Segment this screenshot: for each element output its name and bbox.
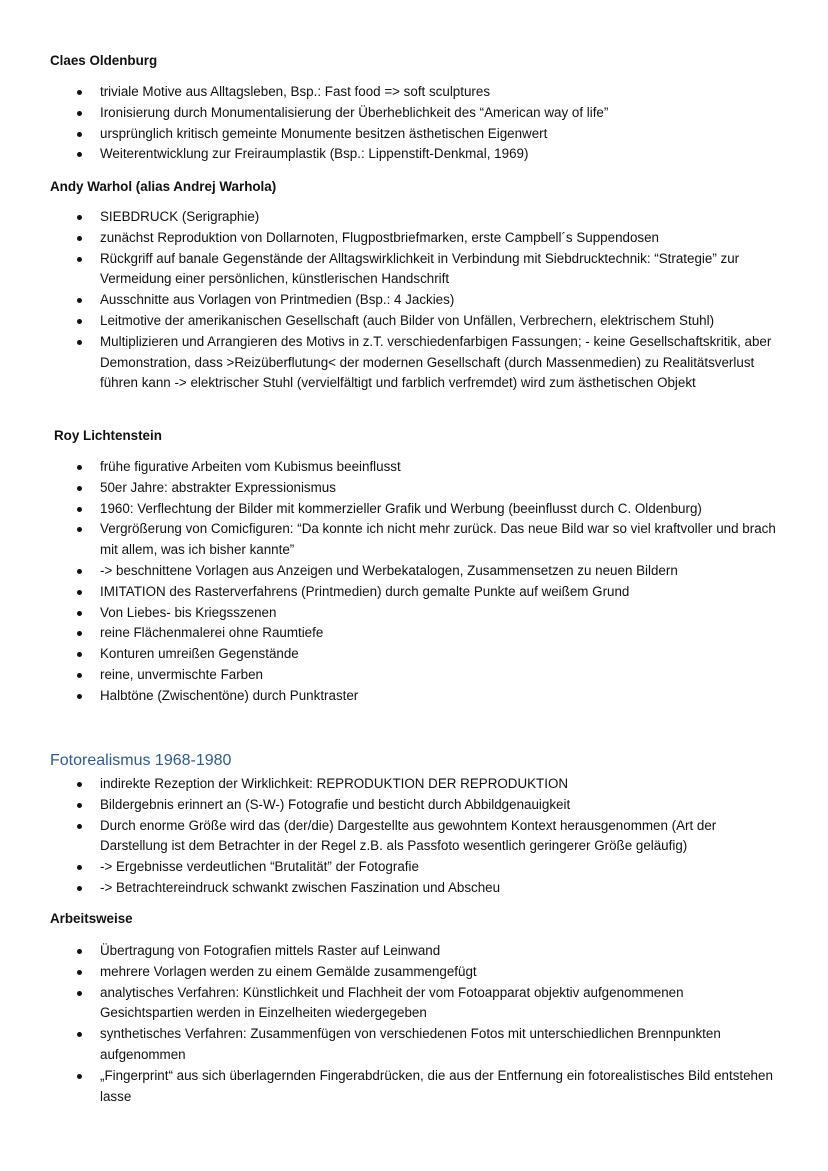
list-item: Von Liebes- bis Kriegsszenen <box>0 603 780 624</box>
bullet-icon <box>77 111 82 116</box>
list-item: -> Betrachtereindruck schwankt zwischen Faszination und Abscheu <box>0 878 780 899</box>
bullet-icon <box>77 319 82 324</box>
bullet-icon <box>77 507 82 512</box>
bullet-icon <box>77 590 82 595</box>
list-item: -> beschnittene Vorlagen aus Anzeigen und Werbekatalogen, Zusammensetzen zu neuen Bildern <box>0 561 780 582</box>
heading-arbeitsweise: Arbeitsweise <box>50 911 133 926</box>
bullet-icon <box>77 90 82 95</box>
bullet-icon <box>77 152 82 157</box>
bullet-icon <box>77 1032 82 1037</box>
bullet-icon <box>77 465 82 470</box>
list-item: ursprünglich kritisch gemeinte Monumente besitzen ästhetischen Eigenwert <box>0 124 780 145</box>
list-item: Vergrößerung von Comicfiguren: “Da konnte ich nicht mehr zurück. Das neue Bild war so viel kraftvoller und brach mit allem, was ich bisher kannte” <box>0 519 780 561</box>
list-arbeitsweise <box>0 941 828 1107</box>
heading-fotorealismus: Fotorealismus 1968-1980 <box>50 752 232 769</box>
list-item: Durch enorme Größe wird das (der/die) Dargestellte aus gewohntem Kontext herausgenommen (Art der Darstellung ist dem Betrachter in der Regel z.B. als Passfoto wesentlich geringerer Größe geläufig) <box>0 816 780 858</box>
bullet-icon <box>77 970 82 975</box>
list-item: -> Ergebnisse verdeutlichen “Brutalität” der Fotografie <box>0 857 780 878</box>
bullet-icon <box>77 527 82 532</box>
bullet-icon <box>77 257 82 262</box>
list-item: indirekte Rezeption der Wirklichkeit: REPRODUKTION DER REPRODUKTION <box>0 774 780 795</box>
bullet-icon <box>77 611 82 616</box>
list-item: Multiplizieren und Arrangieren des Motivs in z.T. verschiedenfarbigen Fassungen; - keine Gesellschaftskritik, aber Demonstration, dass >Reizüberflutung< der modernen Gesellschaft (durch Massenmedien) zu Realitätsverlust führen kann -> elektrischer Stuhl (vervielfältigt und farblich verfremdet) wird zum ästhetischen Objekt <box>0 332 780 394</box>
list-item: Konturen umreißen Gegenstände <box>0 644 780 665</box>
list-item: synthetisches Verfahren: Zusammenfügen von verschiedenen Fotos mit unterschiedlichen Brennpunkten aufgenommen <box>0 1024 780 1066</box>
bullet-icon <box>77 824 82 829</box>
list-item: 1960: Verflechtung der Bilder mit kommerzieller Grafik und Werbung (beeinflusst durch C. Oldenburg) <box>0 499 780 520</box>
bullet-icon <box>77 340 82 345</box>
bullet-icon <box>77 236 82 241</box>
list-item: triviale Motive aus Alltagsleben, Bsp.: Fast food => soft sculptures <box>0 82 780 103</box>
list-item: 50er Jahre: abstrakter Expressionismus <box>0 478 780 499</box>
list-item: mehrere Vorlagen werden zu einem Gemälde zusammengefügt <box>0 962 780 983</box>
bullet-icon <box>77 782 82 787</box>
bullet-icon <box>77 1074 82 1079</box>
bullet-icon <box>77 803 82 808</box>
list-item: Ausschnitte aus Vorlagen von Printmedien (Bsp.: 4 Jackies) <box>0 290 780 311</box>
bullet-icon <box>77 865 82 870</box>
list-claes-oldenburg <box>0 82 828 165</box>
bullet-icon <box>77 949 82 954</box>
heading-andy-warhol: Andy Warhol (alias Andrej Warhola) <box>50 179 277 194</box>
bullet-icon <box>77 298 82 303</box>
bullet-icon <box>77 694 82 699</box>
bullet-icon <box>77 631 82 636</box>
list-roy-lichtenstein <box>0 457 828 707</box>
list-item: Ironisierung durch Monumentalisierung der Überheblichkeit des “American way of life” <box>0 103 780 124</box>
bullet-icon <box>77 215 82 220</box>
bullet-icon <box>77 132 82 137</box>
list-item: „Fingerprint“ aus sich überlagernden Fingerabdrücken, die aus der Entfernung ein fotorealistisches Bild entstehen lasse <box>0 1066 780 1108</box>
list-item: reine Flächenmalerei ohne Raumtiefe <box>0 623 780 644</box>
bullet-icon <box>77 652 82 657</box>
bullet-icon <box>77 886 82 891</box>
bullet-icon <box>77 673 82 678</box>
list-item: frühe figurative Arbeiten vom Kubismus beeinflusst <box>0 457 780 478</box>
bullet-icon <box>77 991 82 996</box>
list-fotorealismus <box>0 774 828 899</box>
bullet-icon <box>77 486 82 491</box>
list-item: IMITATION des Rasterverfahrens (Printmedien) durch gemalte Punkte auf weißem Grund <box>0 582 780 603</box>
list-andy-warhol <box>0 207 828 394</box>
list-item: Halbtöne (Zwischentöne) durch Punktraster <box>0 686 780 707</box>
heading-roy-lichtenstein: Roy Lichtenstein <box>54 428 162 443</box>
bullet-icon <box>77 569 82 574</box>
list-item: SIEBDRUCK (Serigraphie) <box>0 207 780 228</box>
list-item: Übertragung von Fotografien mittels Raster auf Leinwand <box>0 941 780 962</box>
list-item: zunächst Reproduktion von Dollarnoten, Flugpostbriefmarken, erste Campbell´s Suppendosen <box>0 228 780 249</box>
list-item: Bildergebnis erinnert an (S-W-) Fotografie und besticht durch Abbildgenauigkeit <box>0 795 780 816</box>
list-item: Weiterentwicklung zur Freiraumplastik (Bsp.: Lippenstift-Denkmal, 1969) <box>0 144 780 165</box>
list-item: reine, unvermischte Farben <box>0 665 780 686</box>
list-item: Leitmotive der amerikanischen Gesellschaft (auch Bilder von Unfällen, Verbrechern, elektrischem Stuhl) <box>0 311 780 332</box>
list-item: Rückgriff auf banale Gegenstände der Alltagswirklichkeit in Verbindung mit Siebdrucktechnik: “Strategie” zur Vermeidung einer persönlichen, künstlerischen Handschrift <box>0 249 780 291</box>
heading-claes-oldenburg: Claes Oldenburg <box>50 53 158 68</box>
list-item: analytisches Verfahren: Künstlichkeit und Flachheit der vom Fotoapparat objektiv aufgenommenen Gesichtspartien werden in Einzelheiten wiedergegeben <box>0 983 780 1025</box>
